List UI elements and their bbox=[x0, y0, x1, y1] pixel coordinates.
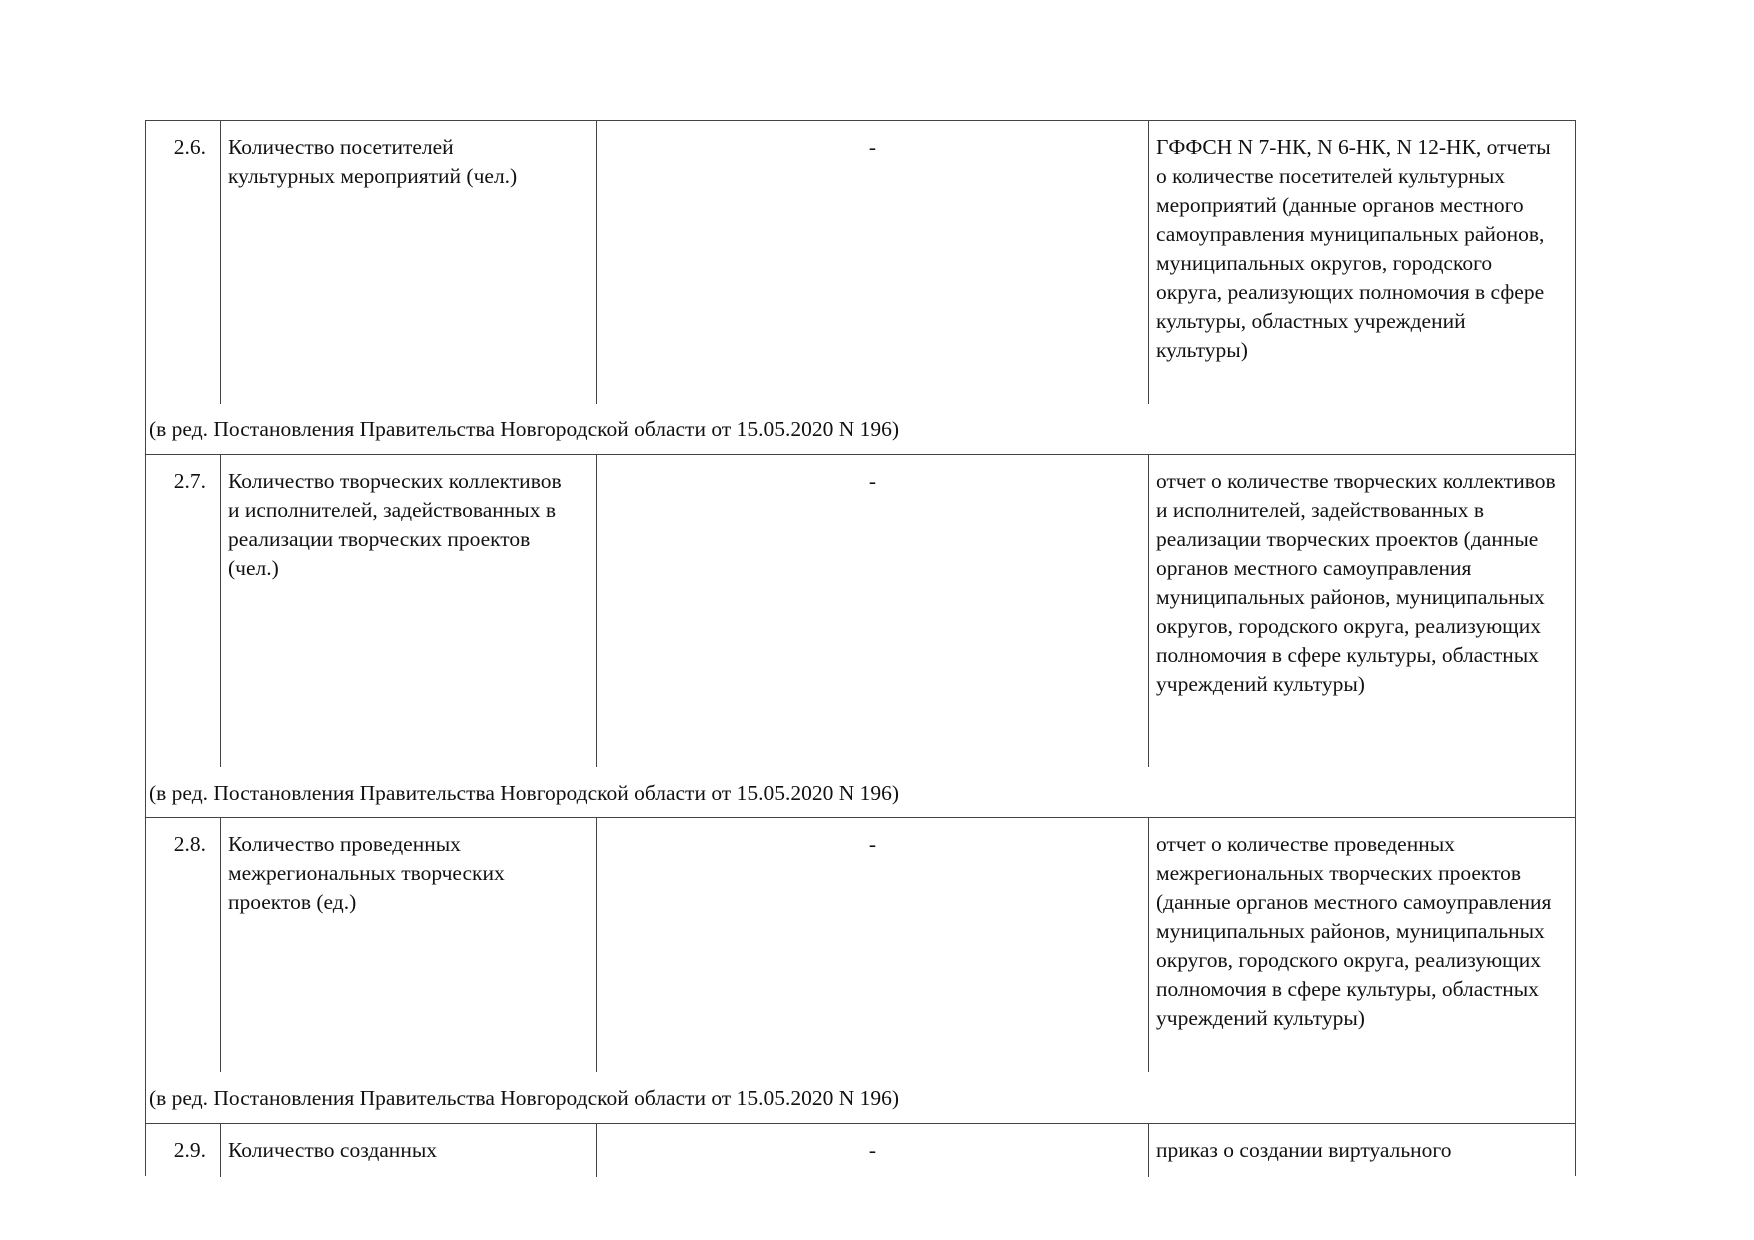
table-row-2-9 bbox=[146, 1123, 1575, 1177]
indicator-value: - bbox=[596, 121, 1148, 404]
indicator-name: Количество творческих коллективов и исполнителей, задействованных в реализации творческих проектов (чел.) bbox=[220, 455, 596, 767]
amendment-note: (в ред. Постановления Правительства Новгородской области от 15.05.2020 N 196) bbox=[149, 781, 900, 805]
table-row-2-7 bbox=[146, 454, 1575, 818]
indicator-name: Количество посетителей культурных мероприятий (чел.) bbox=[220, 121, 596, 404]
indicators-table bbox=[145, 120, 1576, 1176]
indicator-value: - bbox=[596, 818, 1148, 1072]
table-row-2-8 bbox=[146, 817, 1575, 1124]
row-number: 2.8. bbox=[173, 832, 206, 856]
data-source: ГФФСН N 7-НК, N 6-НК, N 12-НК, отчеты о количестве посетителей культурных мероприятий (данные органов местного самоуправления муниципальных районов, муниципальных округов, городского округа, реализующих полномочия в сфере культуры, областных учреждений культуры) bbox=[1148, 121, 1575, 404]
table-row-2-6 bbox=[146, 120, 1575, 455]
data-source: приказ о создании виртуального bbox=[1148, 1124, 1575, 1177]
indicator-value: - bbox=[596, 455, 1148, 767]
row-number: 2.9. bbox=[173, 1138, 206, 1162]
data-source: отчет о количестве проведенных межрегиональных творческих проектов (данные органов местного самоуправления муниципальных районов, муниципальных округов, городского округа, реализующих полномочия в сфере культуры, областных учреждений культуры) bbox=[1148, 818, 1575, 1072]
row-number: 2.7. bbox=[173, 469, 206, 493]
amendment-note: (в ред. Постановления Правительства Новгородской области от 15.05.2020 N 196) bbox=[149, 1086, 900, 1110]
amendment-note: (в ред. Постановления Правительства Новгородской области от 15.05.2020 N 196) bbox=[149, 417, 900, 441]
indicator-name: Количество созданных bbox=[220, 1124, 596, 1177]
row-number: 2.6. bbox=[173, 135, 206, 159]
data-source: отчет о количестве творческих коллективов и исполнителей, задействованных в реализации творческих проектов (данные органов местного самоуправления муниципальных районов, муниципальных округов, городского округа, реализующих полномочия в сфере культуры, областных учреждений культуры) bbox=[1148, 455, 1575, 767]
indicator-value: - bbox=[596, 1124, 1148, 1177]
indicator-name: Количество проведенных межрегиональных творческих проектов (ед.) bbox=[220, 818, 596, 1072]
